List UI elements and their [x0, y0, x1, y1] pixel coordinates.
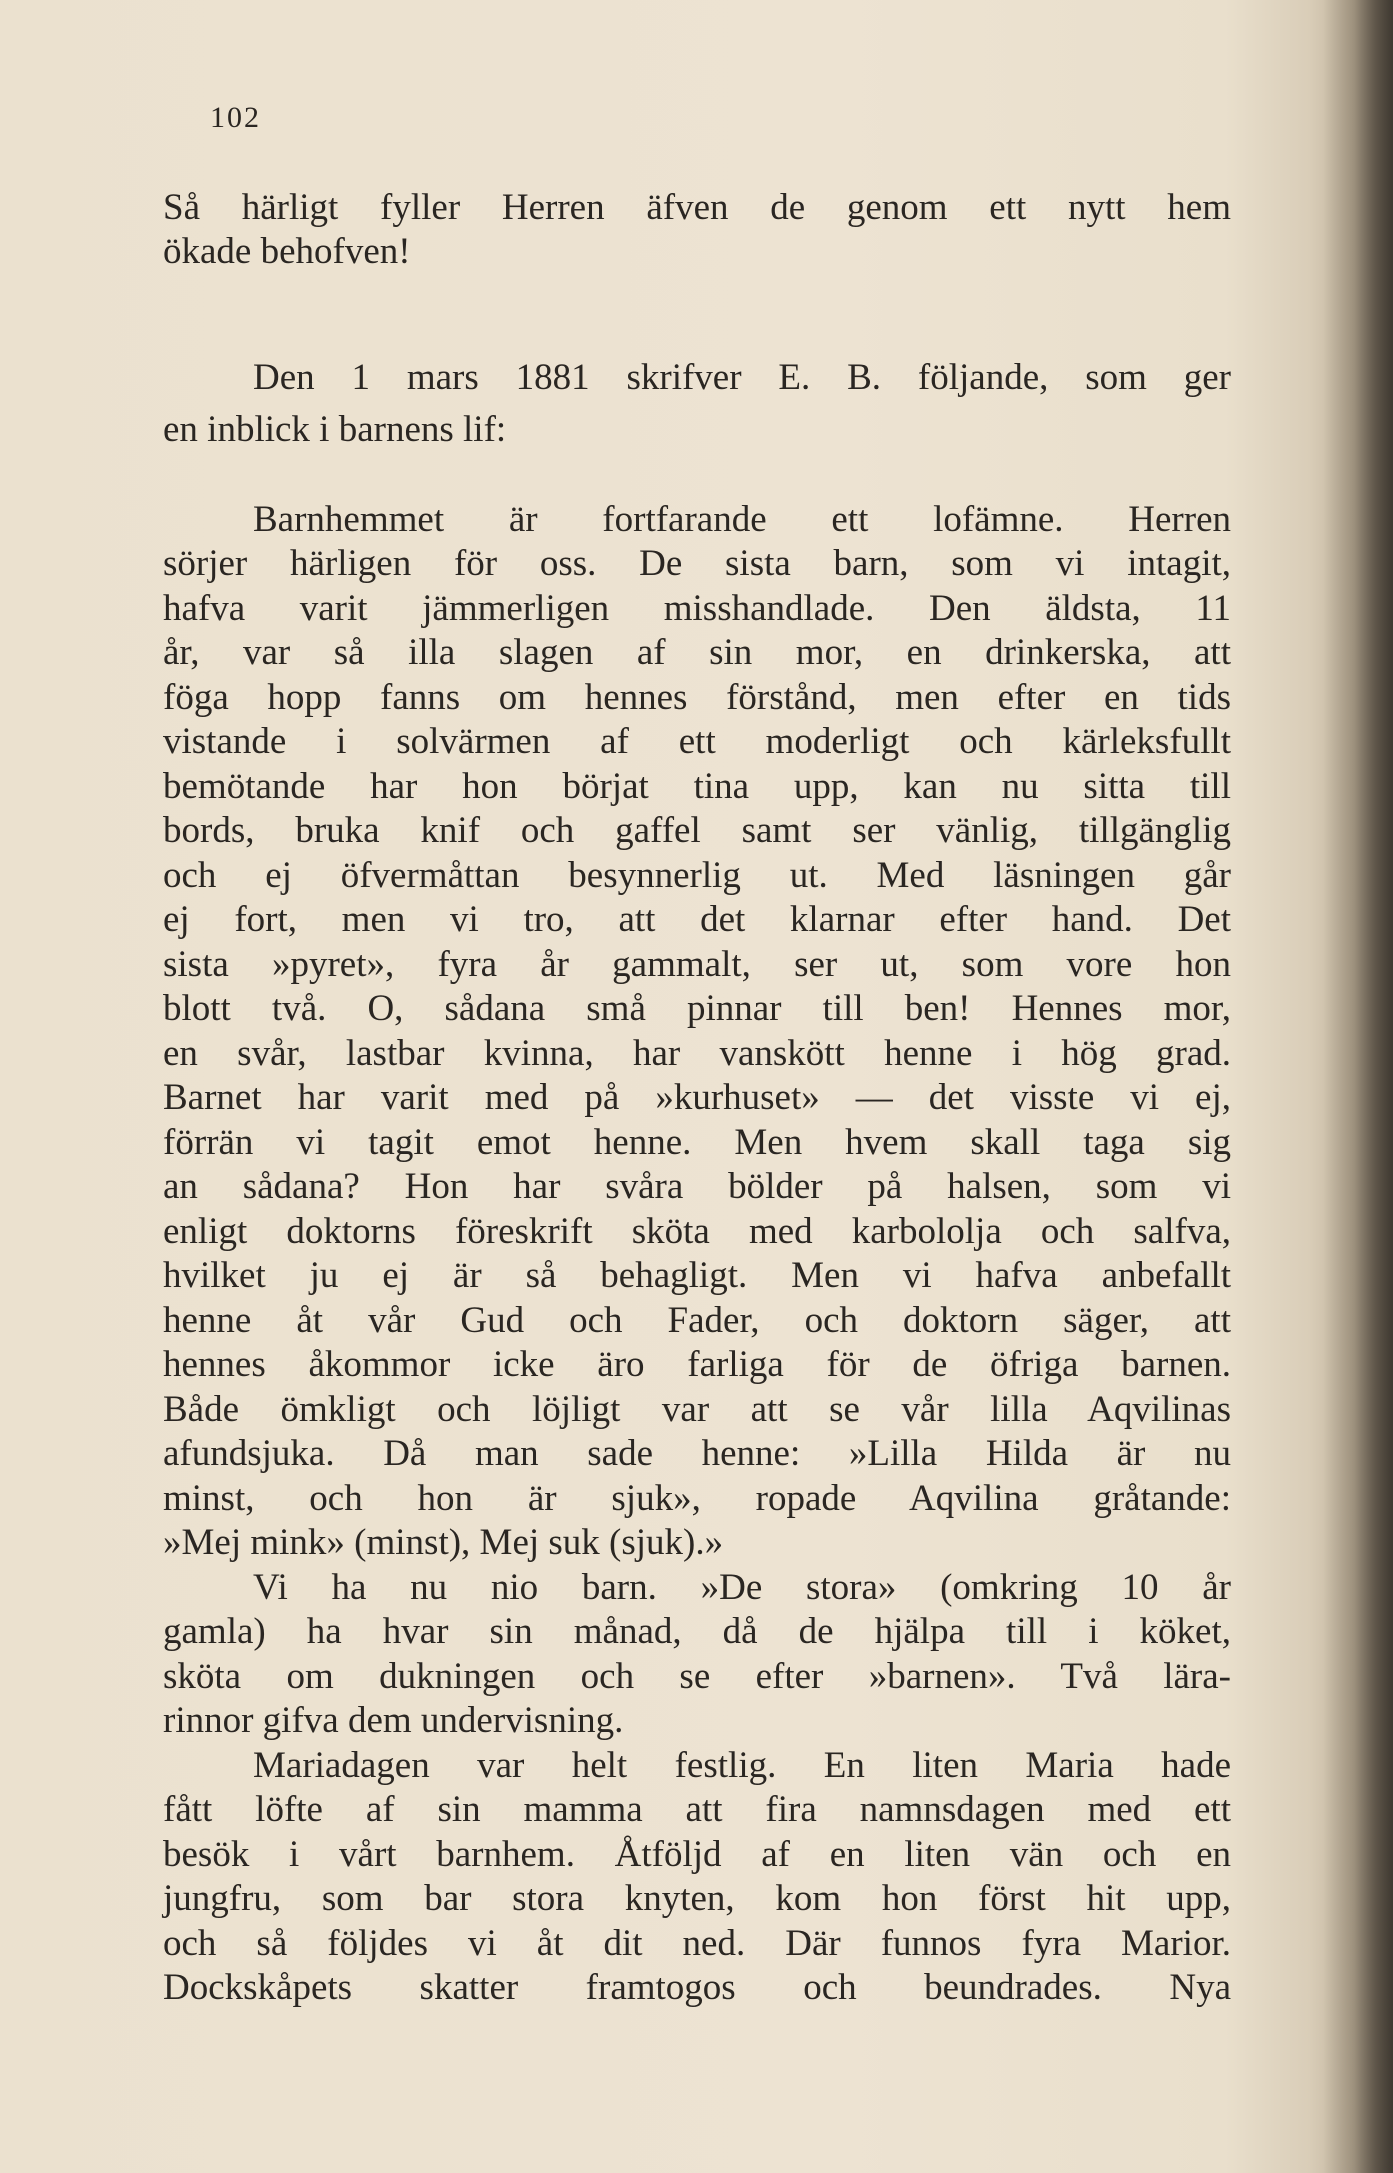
text-line: Dockskåpets skatter framtogos och beundrades. Nya: [163, 1967, 1231, 2008]
text-line: gamla) ha hvar sin månad, då de hjälpa till i köket,: [163, 1611, 1231, 1652]
text-line: hennes åkommor icke äro farliga för de öfriga barnen.: [163, 1344, 1231, 1385]
text-line: sista »pyret», fyra år gammalt, ser ut, som vore hon: [163, 944, 1231, 985]
text-line: sörjer härligen för oss. De sista barn, som vi intagit,: [163, 543, 1231, 584]
text-line: Vi ha nu nio barn. »De stora» (omkring 10 år: [253, 1567, 1231, 1608]
page-number: 102: [210, 101, 261, 134]
text-line: föga hopp fanns om hennes förstånd, men efter en tids: [163, 677, 1231, 718]
text-line: bords, bruka knif och gaffel samt ser vänlig, tillgänglig: [163, 810, 1231, 851]
text-line: Både ömkligt och löjligt var att se vår lilla Aqvilinas: [163, 1389, 1231, 1430]
text-line: hvilket ju ej är så behagligt. Men vi hafva anbefallt: [163, 1255, 1231, 1296]
text-line: Den 1 mars 1881 skrifver E. B. följande, som ger: [253, 357, 1231, 398]
text-line: sköta om dukningen och se efter »barnen». Två lära-: [163, 1656, 1231, 1697]
text-line: ökade behofven!: [163, 231, 411, 272]
text-line: vistande i solvärmen af ett moderligt och kärleksfullt: [163, 721, 1231, 762]
text-line: besök i vårt barnhem. Åtföljd af en liten vän och en: [163, 1834, 1231, 1875]
text-line: Barnhemmet är fortfarande ett lofämne. Herren: [253, 499, 1231, 540]
book-spine-shadow: [1323, 0, 1393, 2173]
text-line: en inblick i barnens lif:: [163, 409, 507, 450]
text-line: fått löfte af sin mamma att fira namnsdagen med ett: [163, 1789, 1231, 1830]
text-line: blott två. O, sådana små pinnar till ben! Hennes mor,: [163, 988, 1231, 1029]
text-line: Mariadagen var helt festlig. En liten Maria hade: [253, 1745, 1231, 1786]
text-line: en svår, lastbar kvinna, har vanskött henne i hög grad.: [163, 1033, 1231, 1074]
text-line: afundsjuka. Då man sade henne: »Lilla Hilda är nu: [163, 1433, 1231, 1474]
text-line: enligt doktorns föreskrift sköta med karbololja och salfva,: [163, 1211, 1231, 1252]
text-line: och ej öfvermåttan besynnerlig ut. Med läsningen går: [163, 855, 1231, 896]
text-line: och så följdes vi åt dit ned. Där funnos fyra Marior.: [163, 1923, 1231, 1964]
text-line: ej fort, men vi tro, att det klarnar efter hand. Det: [163, 899, 1231, 940]
text-line: år, var så illa slagen af sin mor, en drinkerska, att: [163, 632, 1231, 673]
text-line: Så härligt fyller Herren äfven de genom ett nytt hem: [163, 187, 1231, 228]
text-line: henne åt vår Gud och Fader, och doktorn säger, att: [163, 1300, 1231, 1341]
text-line: »Mej mink» (minst), Mej suk (sjuk).»: [163, 1522, 724, 1563]
text-line: Barnet har varit med på »kurhuset» — det visste vi ej,: [163, 1077, 1231, 1118]
text-line: hafva varit jämmerligen misshandlade. Den äldsta, 11: [163, 588, 1231, 629]
text-line: jungfru, som bar stora knyten, kom hon först hit upp,: [163, 1878, 1231, 1919]
text-line: bemötande har hon börjat tina upp, kan nu sitta till: [163, 766, 1231, 807]
text-line: an sådana? Hon har svåra bölder på halsen, som vi: [163, 1166, 1231, 1207]
text-line: minst, och hon är sjuk», ropade Aqvilina gråtande:: [163, 1478, 1231, 1519]
text-line: förrän vi tagit emot henne. Men hvem skall taga sig: [163, 1122, 1231, 1163]
text-line: rinnor gifva dem undervisning.: [163, 1700, 624, 1741]
